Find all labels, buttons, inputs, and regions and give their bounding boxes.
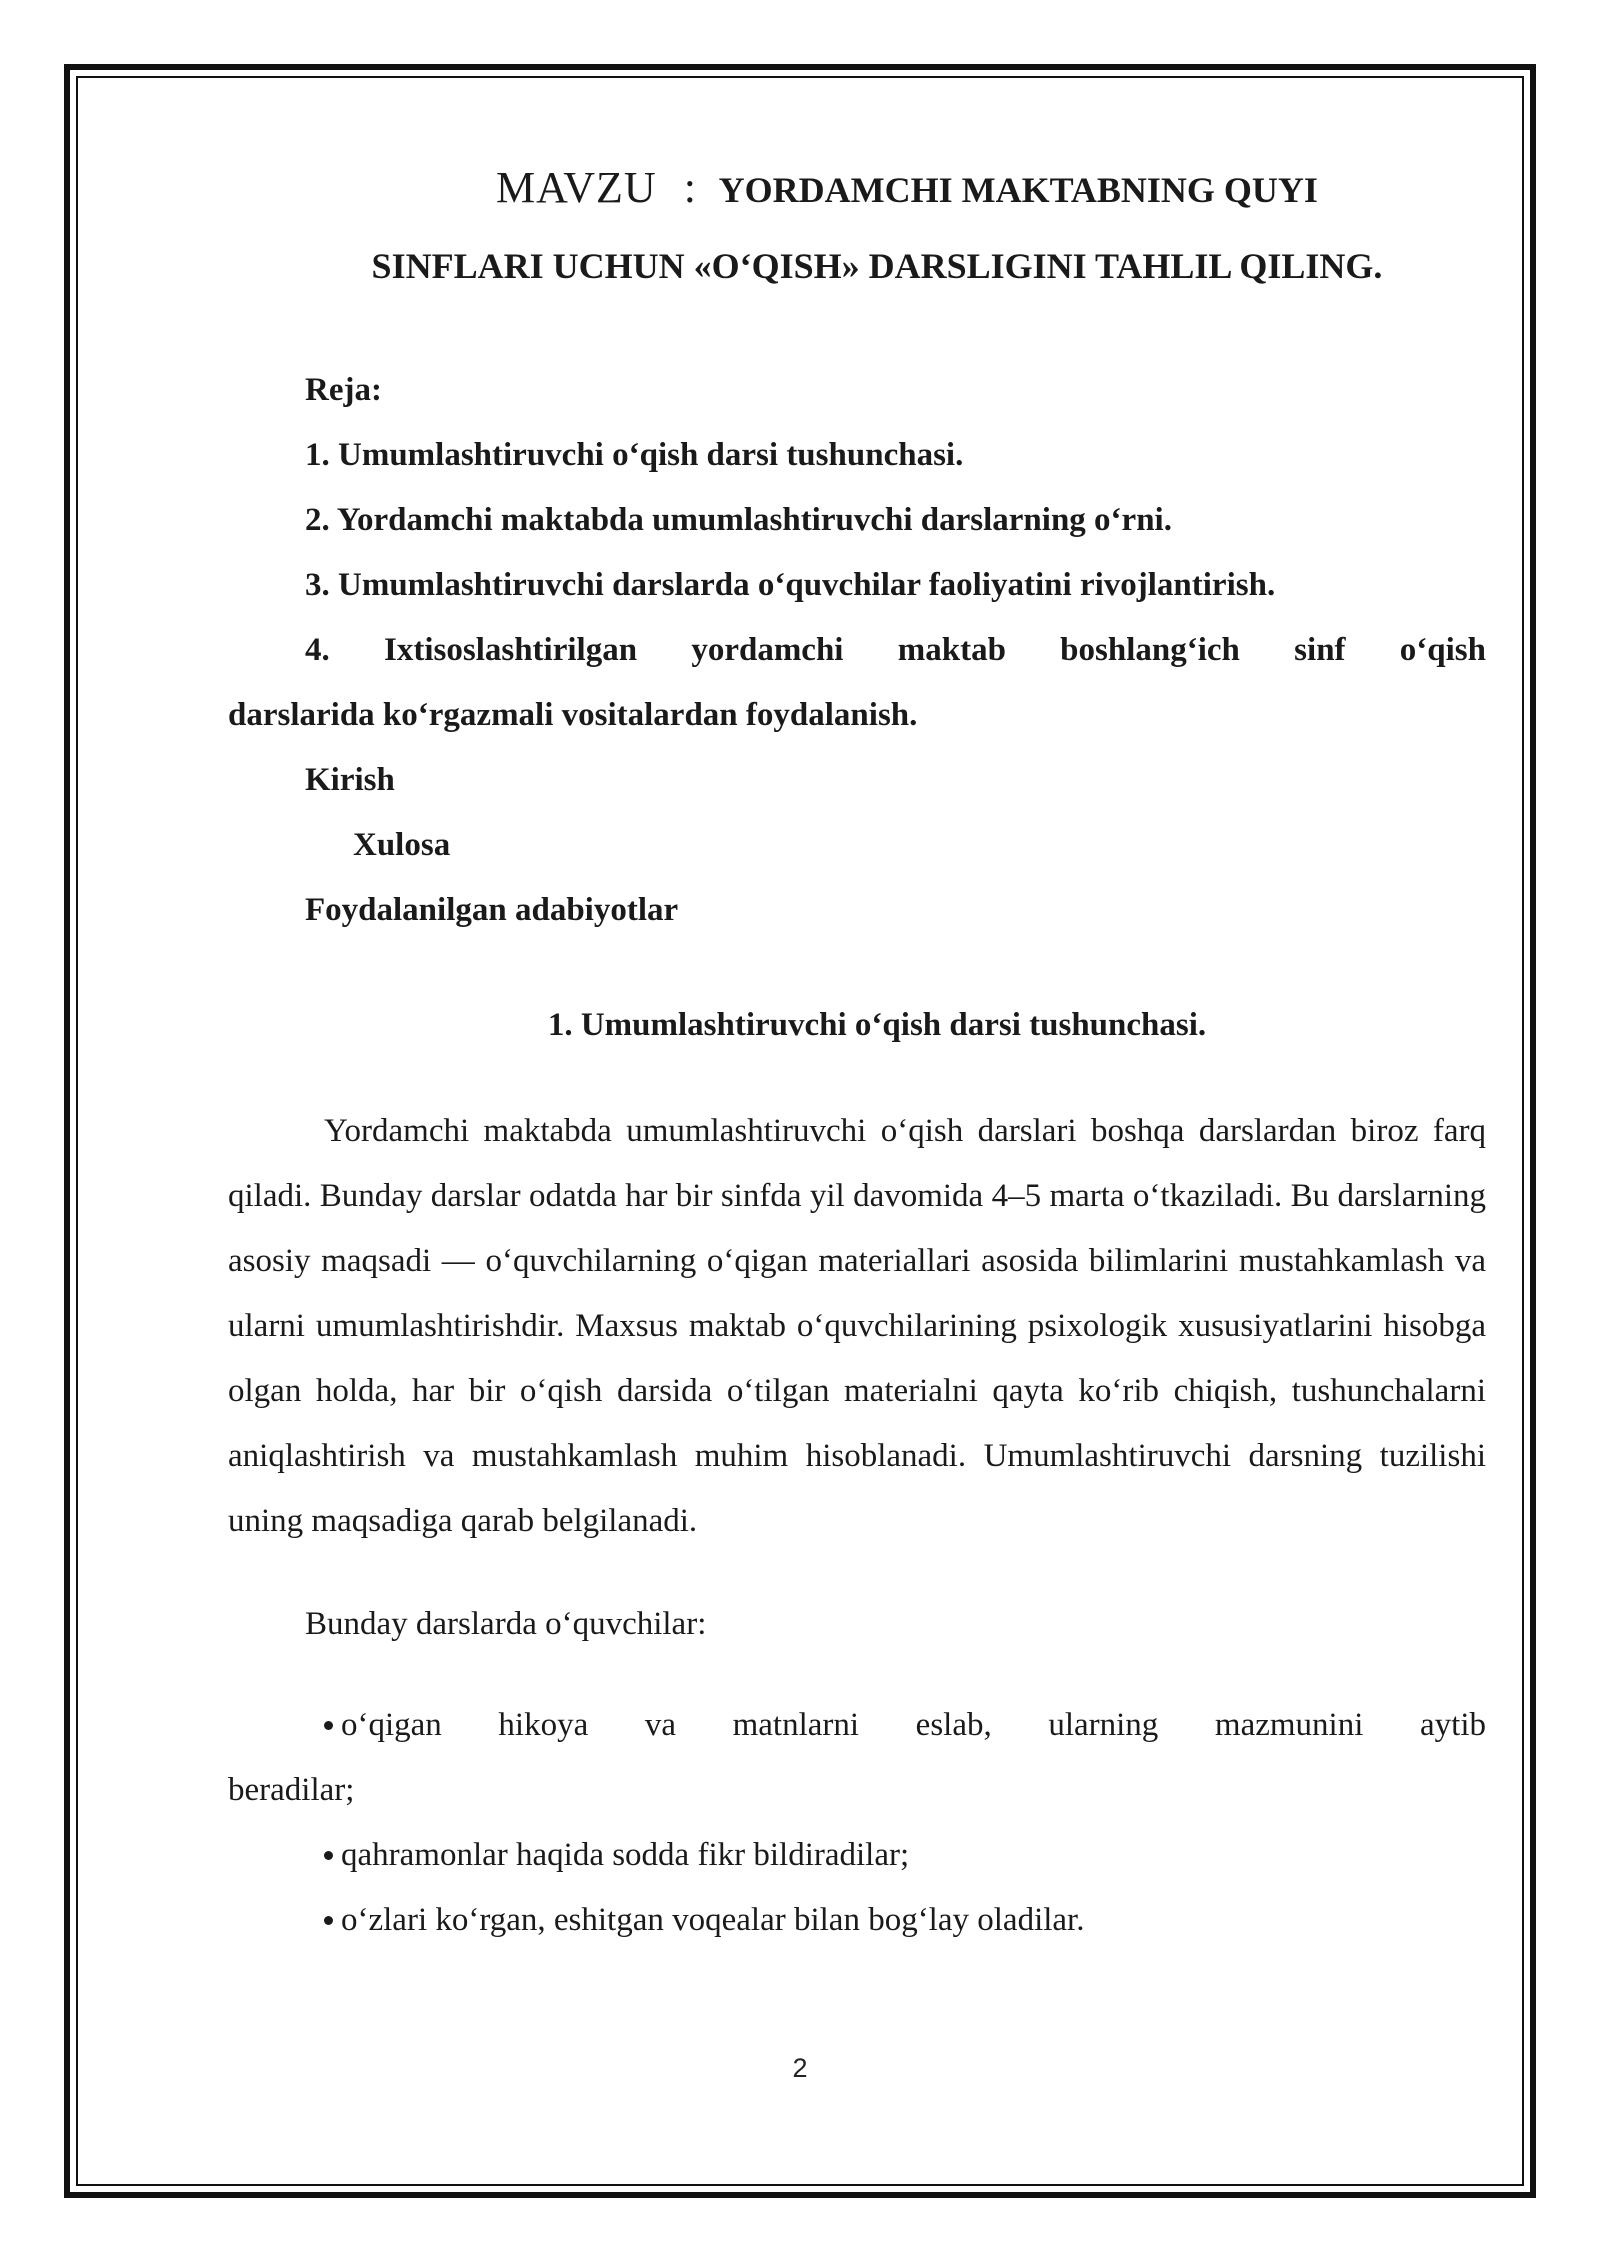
plan-section xyxy=(228,358,1486,943)
plan-item-4: 4. Ixtisoslashtirilgan yordamchi maktab boshlang‘ich sinf o‘qish xyxy=(305,632,1486,668)
plan-item-4-continuation: darslarida ko‘rgazmali vositalardan foydalanish. xyxy=(228,697,918,733)
plan-item-3: 3. Umumlashtiruvchi darslarda o‘quvchilar faoliyatini rivojlantirish. xyxy=(305,567,1276,603)
title-text-1: YORDAMCHI MAKTABNING QUYI xyxy=(718,170,1318,210)
plan-references: Foydalanilgan adabiyotlar xyxy=(305,892,679,928)
bullet-icon xyxy=(324,1851,333,1860)
section-1-paragraph: Yordamchi maktabda umumlashtiruvchi o‘qish darslari boshqa darslardan biroz farq qiladi. Bunday darslar odatda har bir sinfda yil davomida 4–5 marta o‘tkaziladi. Bu darslarning asosiy maqsadi — o‘quvchilarning o‘qigan materiallari asosida bilimlarini mustahkamlash va ularni umumlashtirishdir. Maxsus maktab o‘quvchilarining psixologik xususiyatlarini hisobga olgan holda, har bir o‘qish darsida o‘tilgan materialni qayta ko‘rib chiqish, tushunchalarni aniqlashtirish va mustahkamlash muhim hisoblanadi. Umumlashtiruvchi darsning tuzilishi uning maqsadiga qarab belgilanadi. xyxy=(228,1113,1486,1539)
plan-item-2: 2. Yordamchi maktabda umumlashtiruvchi darslarning o‘rni. xyxy=(305,502,1172,538)
plan-heading: Reja: xyxy=(305,372,382,408)
plan-conclusion: Xulosa xyxy=(353,827,451,863)
list-item xyxy=(324,1823,1486,1888)
page-content xyxy=(228,150,1486,1953)
list-item xyxy=(324,1888,1486,1953)
students-lead-text: Bunday darslarda o‘quvchilar: xyxy=(305,1606,707,1642)
document-title-line-2: SINFLARI UCHUN «O‘QISH» DARSLIGINI TAHLIL QILING. xyxy=(371,246,1383,286)
bullet-text-1: o‘qigan hikoya va matnlarni eslab, ularning mazmunini aytib xyxy=(341,1707,1486,1743)
document-title-line-1 xyxy=(228,150,1486,228)
bullet-text-3: o‘zlari ko‘rgan, eshitgan voqealar bilan bog‘lay oladilar. xyxy=(341,1902,1085,1938)
bullet-icon xyxy=(324,1721,333,1730)
bullet-icon xyxy=(324,1916,333,1925)
plan-item-1: 1. Umumlashtiruvchi o‘qish darsi tushunchasi. xyxy=(305,437,964,473)
list-item-continuation: beradilar; xyxy=(228,1772,355,1808)
bullet-list xyxy=(228,1693,1486,1953)
page-number: 2 xyxy=(792,2053,808,2083)
topic-label: MAVZU xyxy=(496,163,657,212)
plan-introduction: Kirish xyxy=(305,762,395,798)
bullet-text-2: qahramonlar haqida sodda fikr bildiradilar; xyxy=(341,1837,910,1873)
list-item xyxy=(324,1693,1486,1758)
topic-separator: : xyxy=(683,163,697,212)
section-1-heading: 1. Umumlashtiruvchi o‘qish darsi tushunchasi. xyxy=(547,1007,1207,1043)
